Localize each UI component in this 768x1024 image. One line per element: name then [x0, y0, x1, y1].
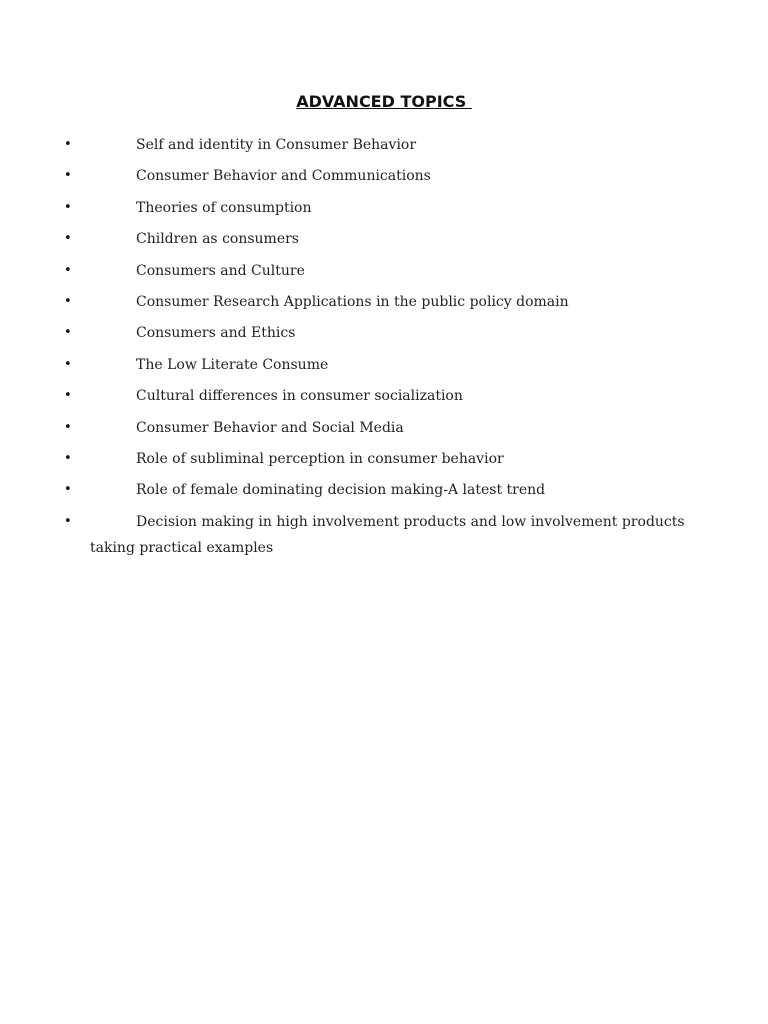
- bullet-icon: •: [64, 262, 72, 278]
- list-item: [0, 509, 768, 569]
- list-item-text: Decision making in high involvement products and low involvement products taking practical examples: [90, 513, 685, 556]
- bullet-icon: •: [64, 482, 72, 498]
- bullet-icon: •: [64, 168, 72, 184]
- list-item: [0, 258, 768, 289]
- page-title: ADVANCED TOPICS: [296, 92, 472, 111]
- list-item: [0, 383, 768, 414]
- bullet-icon: •: [64, 231, 72, 247]
- list-item-text: Cultural differences in consumer socialization: [136, 388, 463, 405]
- list-item-text: Role of female dominating decision making-A latest trend: [136, 482, 546, 499]
- bullet-icon: •: [64, 450, 72, 466]
- list-item: [0, 163, 768, 194]
- list-item-text: Consumer Research Applications in the public policy domain: [136, 293, 569, 310]
- list-item: [0, 132, 768, 163]
- list-item: [0, 195, 768, 226]
- bullet-icon: •: [64, 325, 72, 341]
- list-item-text: Theories of consumption: [136, 199, 312, 216]
- list-item: [0, 446, 768, 477]
- bullet-icon: •: [64, 513, 72, 529]
- list-item: [0, 352, 768, 383]
- list-item: [0, 415, 768, 446]
- bullet-icon: •: [64, 356, 72, 372]
- bullet-icon: •: [64, 293, 72, 309]
- bullet-icon: •: [64, 419, 72, 435]
- list-item-text: The Low Literate Consume: [136, 356, 329, 373]
- topic-list: [0, 132, 768, 569]
- list-item: [0, 226, 768, 257]
- list-item-text: Consumers and Ethics: [136, 325, 296, 342]
- bullet-icon: •: [64, 137, 72, 152]
- bullet-icon: •: [64, 199, 72, 215]
- list-item: [0, 320, 768, 351]
- list-item-text: Children as consumers: [136, 231, 299, 248]
- list-item-text: Consumers and Culture: [136, 262, 305, 279]
- bullet-icon: •: [64, 388, 72, 404]
- list-item: [0, 477, 768, 508]
- list-item-text: Role of subliminal perception in consumer behavior: [136, 450, 504, 467]
- list-item-text: Consumer Behavior and Communications: [136, 168, 431, 185]
- list-item-text: Consumer Behavior and Social Media: [136, 419, 404, 436]
- list-item: [0, 289, 768, 320]
- list-item-text: Self and identity in Consumer Behavior: [136, 137, 417, 153]
